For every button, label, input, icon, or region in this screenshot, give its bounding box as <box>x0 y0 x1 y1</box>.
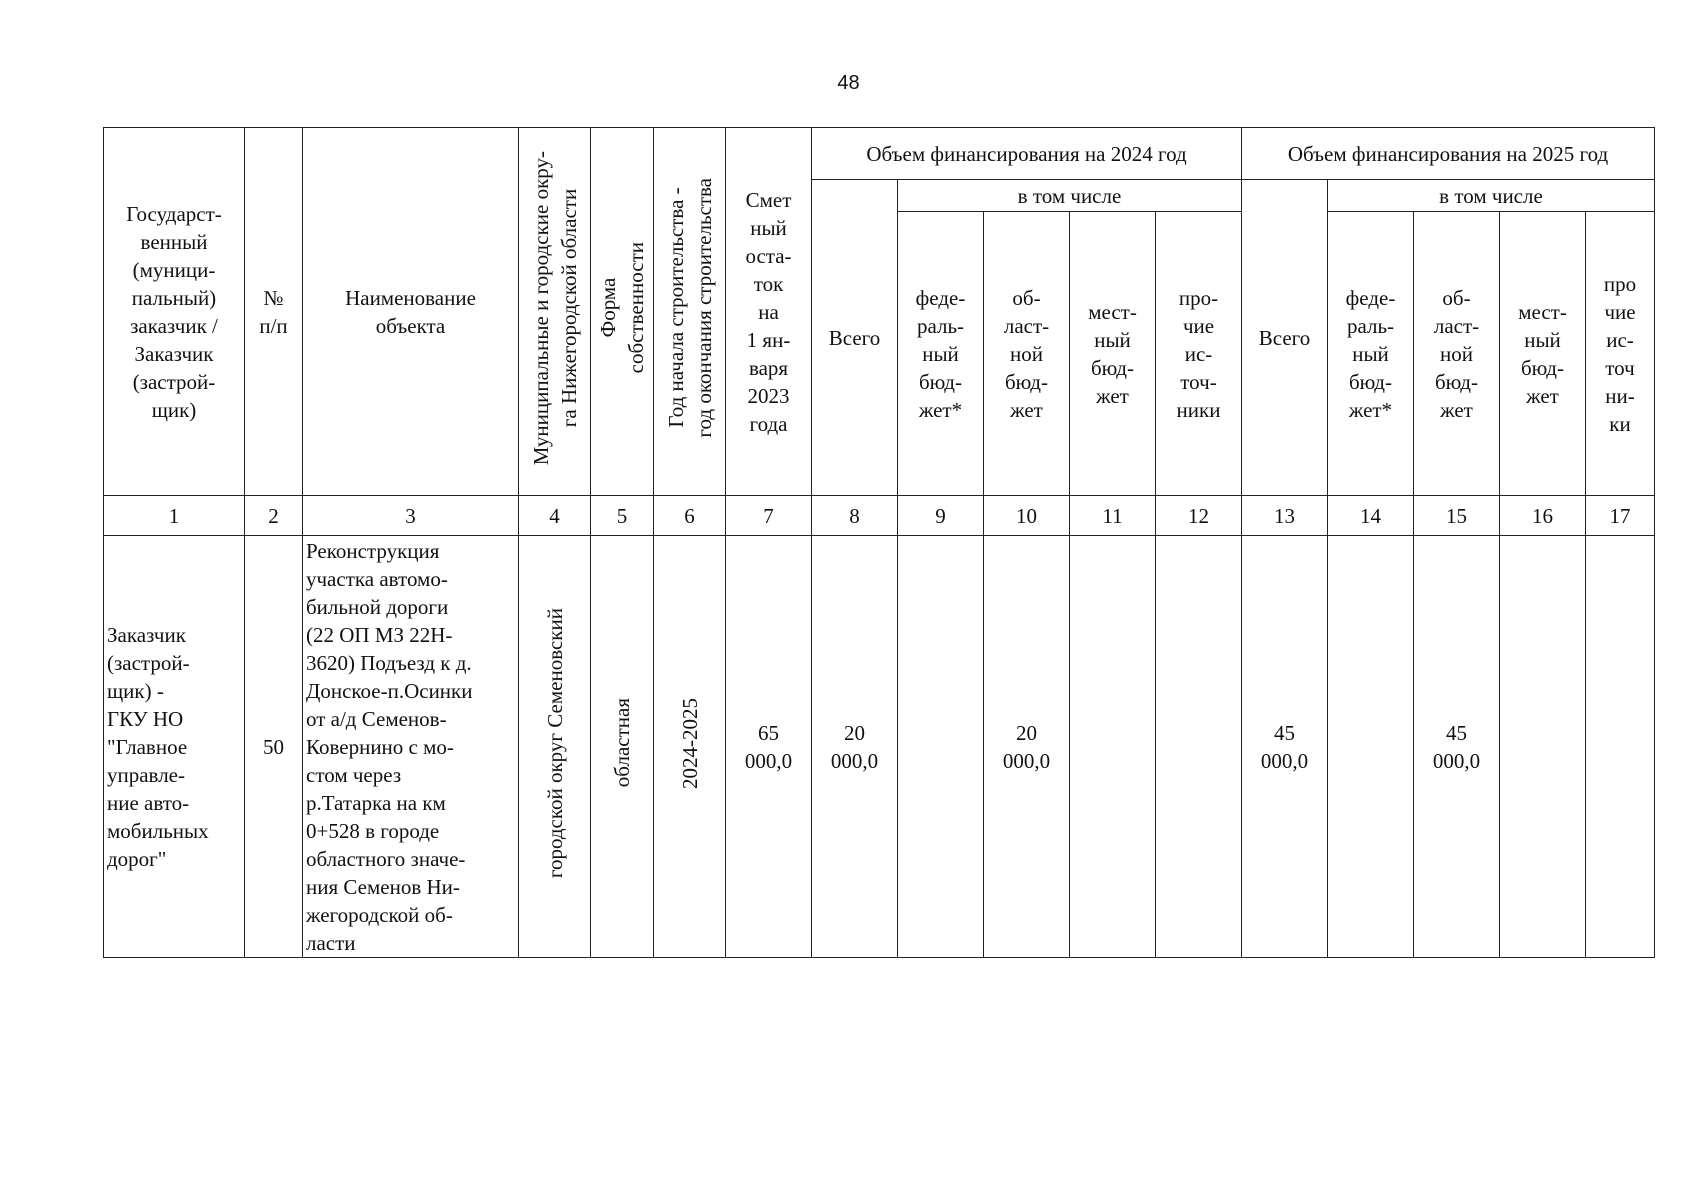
row-regional-2024: 20 000,0 <box>984 536 1070 958</box>
row-local-2024 <box>1070 536 1156 958</box>
header-years: Год начала строительства - год окончания строительства <box>663 178 716 438</box>
row-other-2024 <box>1156 536 1242 958</box>
header-ownership: Форма собственности <box>596 242 648 374</box>
column-number: 9 <box>898 496 984 536</box>
header-municipality-cell <box>519 128 591 496</box>
row-total-2025: 45 000,0 <box>1242 536 1328 958</box>
header-regional-2024: об- ласт- ной бюд- жет <box>984 212 1070 496</box>
row-municipality-cell <box>519 536 591 958</box>
column-number: 13 <box>1242 496 1328 536</box>
header-group-2024: Объем финансирования на 2024 год <box>812 128 1242 180</box>
header-ownership-cell <box>591 128 654 496</box>
header-other-2025: про чие ис- точ ни- ки <box>1586 212 1655 496</box>
column-number: 3 <box>303 496 519 536</box>
row-balance: 65 000,0 <box>726 536 812 958</box>
column-number: 14 <box>1328 496 1414 536</box>
row-years-cell <box>654 536 726 958</box>
row-local-2025 <box>1500 536 1586 958</box>
header-num: № п/п <box>245 128 303 496</box>
header-other-2024: про- чие ис- точ- ники <box>1156 212 1242 496</box>
table-row <box>104 536 1655 958</box>
column-number-row <box>104 496 1655 536</box>
column-number: 15 <box>1414 496 1500 536</box>
column-number: 16 <box>1500 496 1586 536</box>
row-num: 50 <box>245 536 303 958</box>
header-including-2025: в том числе <box>1328 180 1655 212</box>
column-number: 10 <box>984 496 1070 536</box>
header-customer: Государст- венный (муници- пальный) заказчик / Заказчик (застрой- щик) <box>104 128 245 496</box>
row-federal-2024 <box>898 536 984 958</box>
header-group-2025: Объем финансирования на 2025 год <box>1242 128 1655 180</box>
row-total-2024: 20 000,0 <box>812 536 898 958</box>
row-federal-2025 <box>1328 536 1414 958</box>
header-local-2025: мест- ный бюд- жет <box>1500 212 1586 496</box>
row-ownership: областная <box>610 698 634 788</box>
row-object-name: Реконструкция участка автомо- бильной дороги (22 ОП МЗ 22Н- 3620) Подъезд к д. Донское-п.Осинки от а/д Семенов- Ковернино с мо- стом через р.Татарка на км 0+528 в городе областного значе- ния Семенов Ни- жегородской об- ласти <box>303 536 519 958</box>
column-number: 8 <box>812 496 898 536</box>
column-number: 1 <box>104 496 245 536</box>
header-total-2025: Всего <box>1242 180 1328 496</box>
header-balance: Смет ный оста- ток на 1 ян- варя 2023 года <box>726 128 812 496</box>
header-years-cell <box>654 128 726 496</box>
column-number: 4 <box>519 496 591 536</box>
header-federal-2025: феде- раль- ный бюд- жет* <box>1328 212 1414 496</box>
header-municipality: Муниципальные и городские окру- га Нижегородской области <box>528 150 581 466</box>
column-number: 17 <box>1586 496 1655 536</box>
row-ownership-cell <box>591 536 654 958</box>
row-years: 2024-2025 <box>677 697 702 789</box>
column-number: 2 <box>245 496 303 536</box>
header-row-1 <box>104 128 1655 180</box>
header-federal-2024: феде- раль- ный бюд- жет* <box>898 212 984 496</box>
row-municipality: городской округ Семеновский <box>542 607 567 879</box>
column-number: 11 <box>1070 496 1156 536</box>
column-number: 12 <box>1156 496 1242 536</box>
row-customer: Заказчик (застрой- щик) - ГКУ НО "Главное управле- ние авто- мобильных дорог" <box>104 536 245 958</box>
row-regional-2025: 45 000,0 <box>1414 536 1500 958</box>
financing-table <box>103 127 1655 958</box>
page-number: 48 <box>837 72 860 94</box>
column-number: 5 <box>591 496 654 536</box>
header-including-2024: в том числе <box>898 180 1242 212</box>
column-number: 7 <box>726 496 812 536</box>
header-regional-2025: об- ласт- ной бюд- жет <box>1414 212 1500 496</box>
header-local-2024: мест- ный бюд- жет <box>1070 212 1156 496</box>
header-object-name: Наименование объекта <box>303 128 519 496</box>
row-other-2025 <box>1586 536 1655 958</box>
column-number: 6 <box>654 496 726 536</box>
header-total-2024: Всего <box>812 180 898 496</box>
